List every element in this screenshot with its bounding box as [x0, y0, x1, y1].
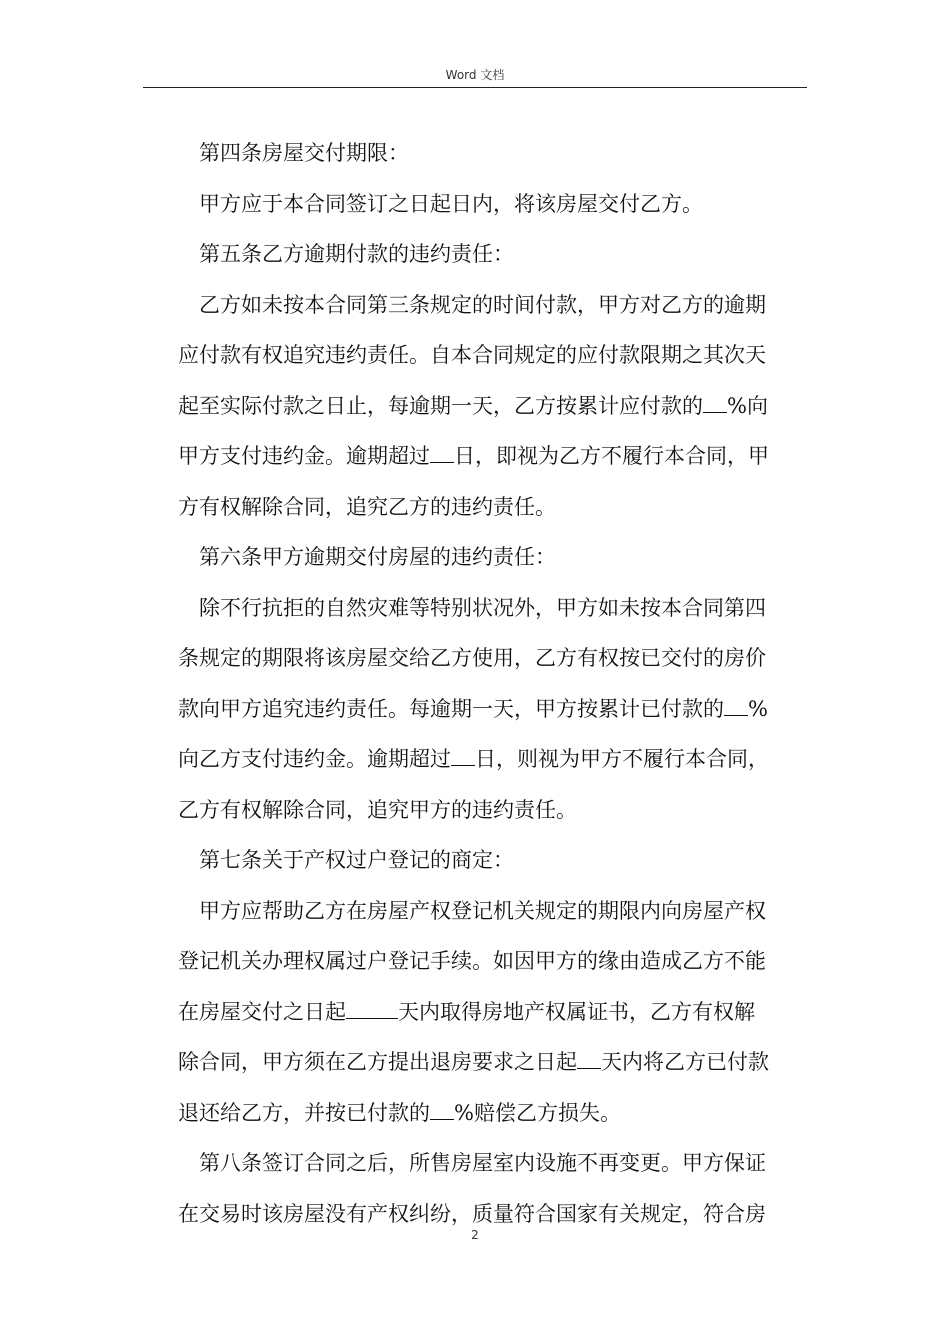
fill-in-blank	[577, 1049, 601, 1069]
text-span: %	[748, 696, 768, 721]
text-span: 款向甲方追究违约责任。每逾期一天，甲方按累计已付款的	[178, 696, 724, 721]
text-span: 退还给乙方，并按已付款的	[178, 1100, 430, 1125]
text-line: 在交易时该房屋没有产权纠纷，质量符合国家有关规定，符合房	[178, 1201, 766, 1226]
text-span: %向	[727, 393, 768, 418]
paragraph-article-7-body	[178, 886, 806, 1139]
text-line: 登记机关办理权属过户登记手续。如因甲方的缘由造成乙方不能	[178, 949, 766, 973]
text-line	[178, 1088, 806, 1139]
text-line	[178, 1037, 806, 1088]
text-span: 在房屋交付之日起	[178, 999, 346, 1024]
text-line: 甲方应于本合同签订之日起日内，将该房屋交付乙方。	[199, 191, 703, 216]
text-span: 日，则视为甲方不履行本合同，	[475, 747, 769, 771]
paragraph-article-8-body	[178, 1138, 806, 1239]
text-span: 天内取得房地产权属证书，乙方有权解	[398, 999, 755, 1024]
document-body	[178, 128, 806, 1239]
paragraph-article-6-body	[178, 583, 806, 836]
text-line	[178, 381, 806, 432]
text-line	[178, 734, 806, 785]
page-number: 2	[471, 1228, 479, 1242]
text-span: 日，即视为乙方不履行本合同，甲	[454, 444, 769, 468]
fill-in-blank	[451, 746, 475, 766]
fill-in-blank	[430, 1100, 454, 1120]
text-line	[178, 987, 806, 1038]
text-span: 起至实际付款之日止，每逾期一天，乙方按累计应付款的	[178, 393, 703, 418]
header-divider	[143, 87, 807, 88]
text-line: 甲方应帮助乙方在房屋产权登记机关规定的期限内向房屋产权	[199, 898, 766, 923]
text-span: 天内将乙方已付款	[601, 1050, 769, 1074]
text-line: 方有权解除合同，追究乙方的违约责任。	[178, 494, 556, 519]
text-line: 第八条签订合同之后，所售房屋室内设施不再变更。甲方保证	[199, 1151, 766, 1175]
paragraph-article-5-body	[178, 280, 806, 533]
paragraph-article-6-title	[178, 532, 806, 583]
fill-in-blank	[430, 443, 454, 463]
fill-in-blank	[724, 696, 748, 716]
text-line: 第五条乙方逾期付款的违约责任：	[199, 242, 514, 266]
text-span: 除合同，甲方须在乙方提出退房要求之日起	[178, 1050, 577, 1074]
text-span: 甲方支付违约金。逾期超过	[178, 444, 430, 468]
fill-in-blank	[703, 393, 727, 413]
text-line: 第四条房屋交付期限：	[199, 141, 409, 165]
page-header: Word 文档	[445, 68, 505, 82]
text-line: 除不行抗拒的自然灾难等特别状况外，甲方如未按本合同第四	[199, 595, 766, 620]
paragraph-article-7-title	[178, 835, 806, 886]
text-line	[178, 431, 806, 482]
text-line: 乙方如未按本合同第三条规定的时间付款，甲方对乙方的逾期	[199, 292, 766, 317]
text-line: 乙方有权解除合同，追究甲方的违约责任。	[178, 797, 577, 822]
text-line: 条规定的期限将该房屋交给乙方使用，乙方有权按已交付的房价	[178, 646, 766, 670]
text-span: 向乙方支付违约金。逾期超过	[178, 747, 451, 771]
text-line: 第六条甲方逾期交付房屋的违约责任：	[199, 545, 556, 569]
paragraph-article-4-title	[178, 128, 806, 179]
paragraph-article-5-title	[178, 229, 806, 280]
text-line: 应付款有权追究违约责任。自本合同规定的应付款限期之其次天	[178, 343, 766, 367]
text-line	[178, 684, 806, 735]
text-line: 第七条关于产权过户登记的商定：	[199, 848, 514, 872]
fill-in-blank	[346, 999, 398, 1019]
text-span: %赔偿乙方损失。	[454, 1100, 621, 1125]
paragraph-article-4-body	[178, 179, 806, 230]
